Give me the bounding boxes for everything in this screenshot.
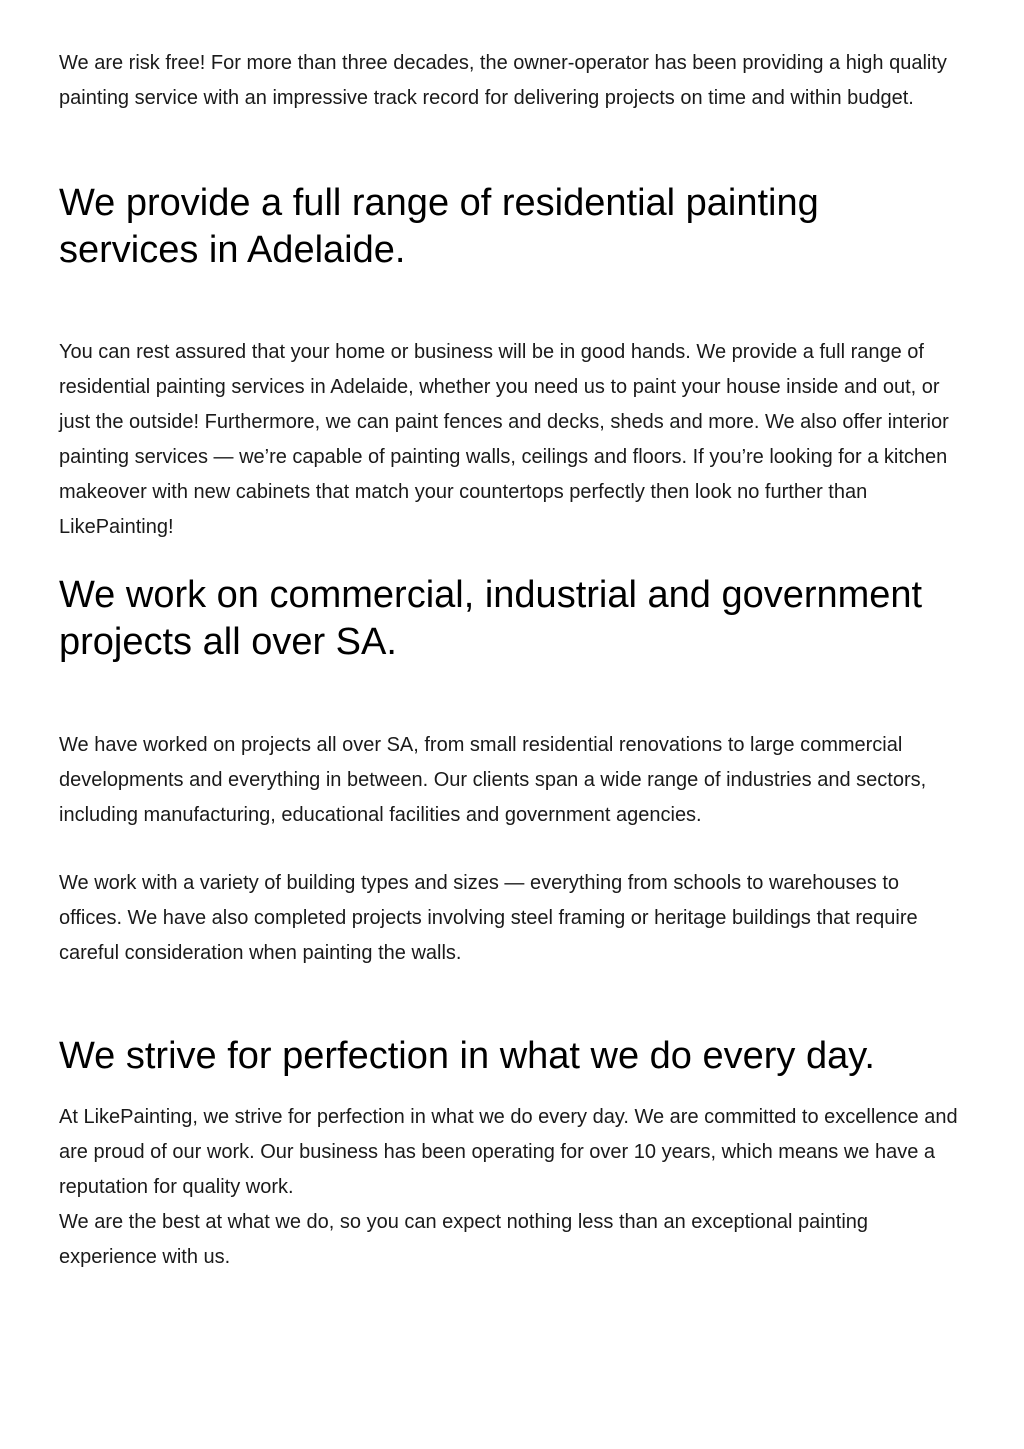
commercial-paragraph-2: We work with a variety of building types and sizes — everything from schools to warehouses to offices. We have also completed projects involving steel framing or heritage buildings that require careful consideration when painting the walls.: [59, 872, 918, 964]
perfection-paragraph-1: At LikePainting, we strive for perfection in what we do every day. We are committed to excellence and are proud of our work. Our business has been operating for over 10 years, which means we have a reputation for quality work.: [59, 1106, 958, 1198]
residential-paragraph: You can rest assured that your home or business will be in good hands. We provide a full range of residential painting services in Adelaide, whether you need us to paint your house inside and out, or just the outside! Furthermore, we can paint fences and decks, sheds and more. We also offer interior painting services — we’re capable of painting walls, ceilings and floors. If you’re looking for a kitchen makeover with new cabinets that match your countertops perfectly then look no further than LikePainting!: [59, 341, 949, 538]
perfection-heading: We strive for perfection in what we do every day.: [59, 1035, 875, 1077]
perfection-paragraph-2: We are the best at what we do, so you can expect nothing less than an exceptional painting experience with us.: [59, 1211, 869, 1268]
commercial-paragraph-1: We have worked on projects all over SA, from small residential renovations to large commercial developments and everything in between. Our clients span a wide range of industries and sectors, including manufacturing, educational facilities and government agencies.: [59, 734, 927, 826]
commercial-heading: We work on commercial, industrial and government projects all over SA.: [59, 574, 923, 663]
residential-heading: We provide a full range of residential painting services in Adelaide.: [59, 182, 819, 271]
intro-paragraph: We are risk free! For more than three decades, the owner-operator has been providing a high quality painting service with an impressive track record for delivering projects on time and within budget.: [59, 52, 947, 109]
